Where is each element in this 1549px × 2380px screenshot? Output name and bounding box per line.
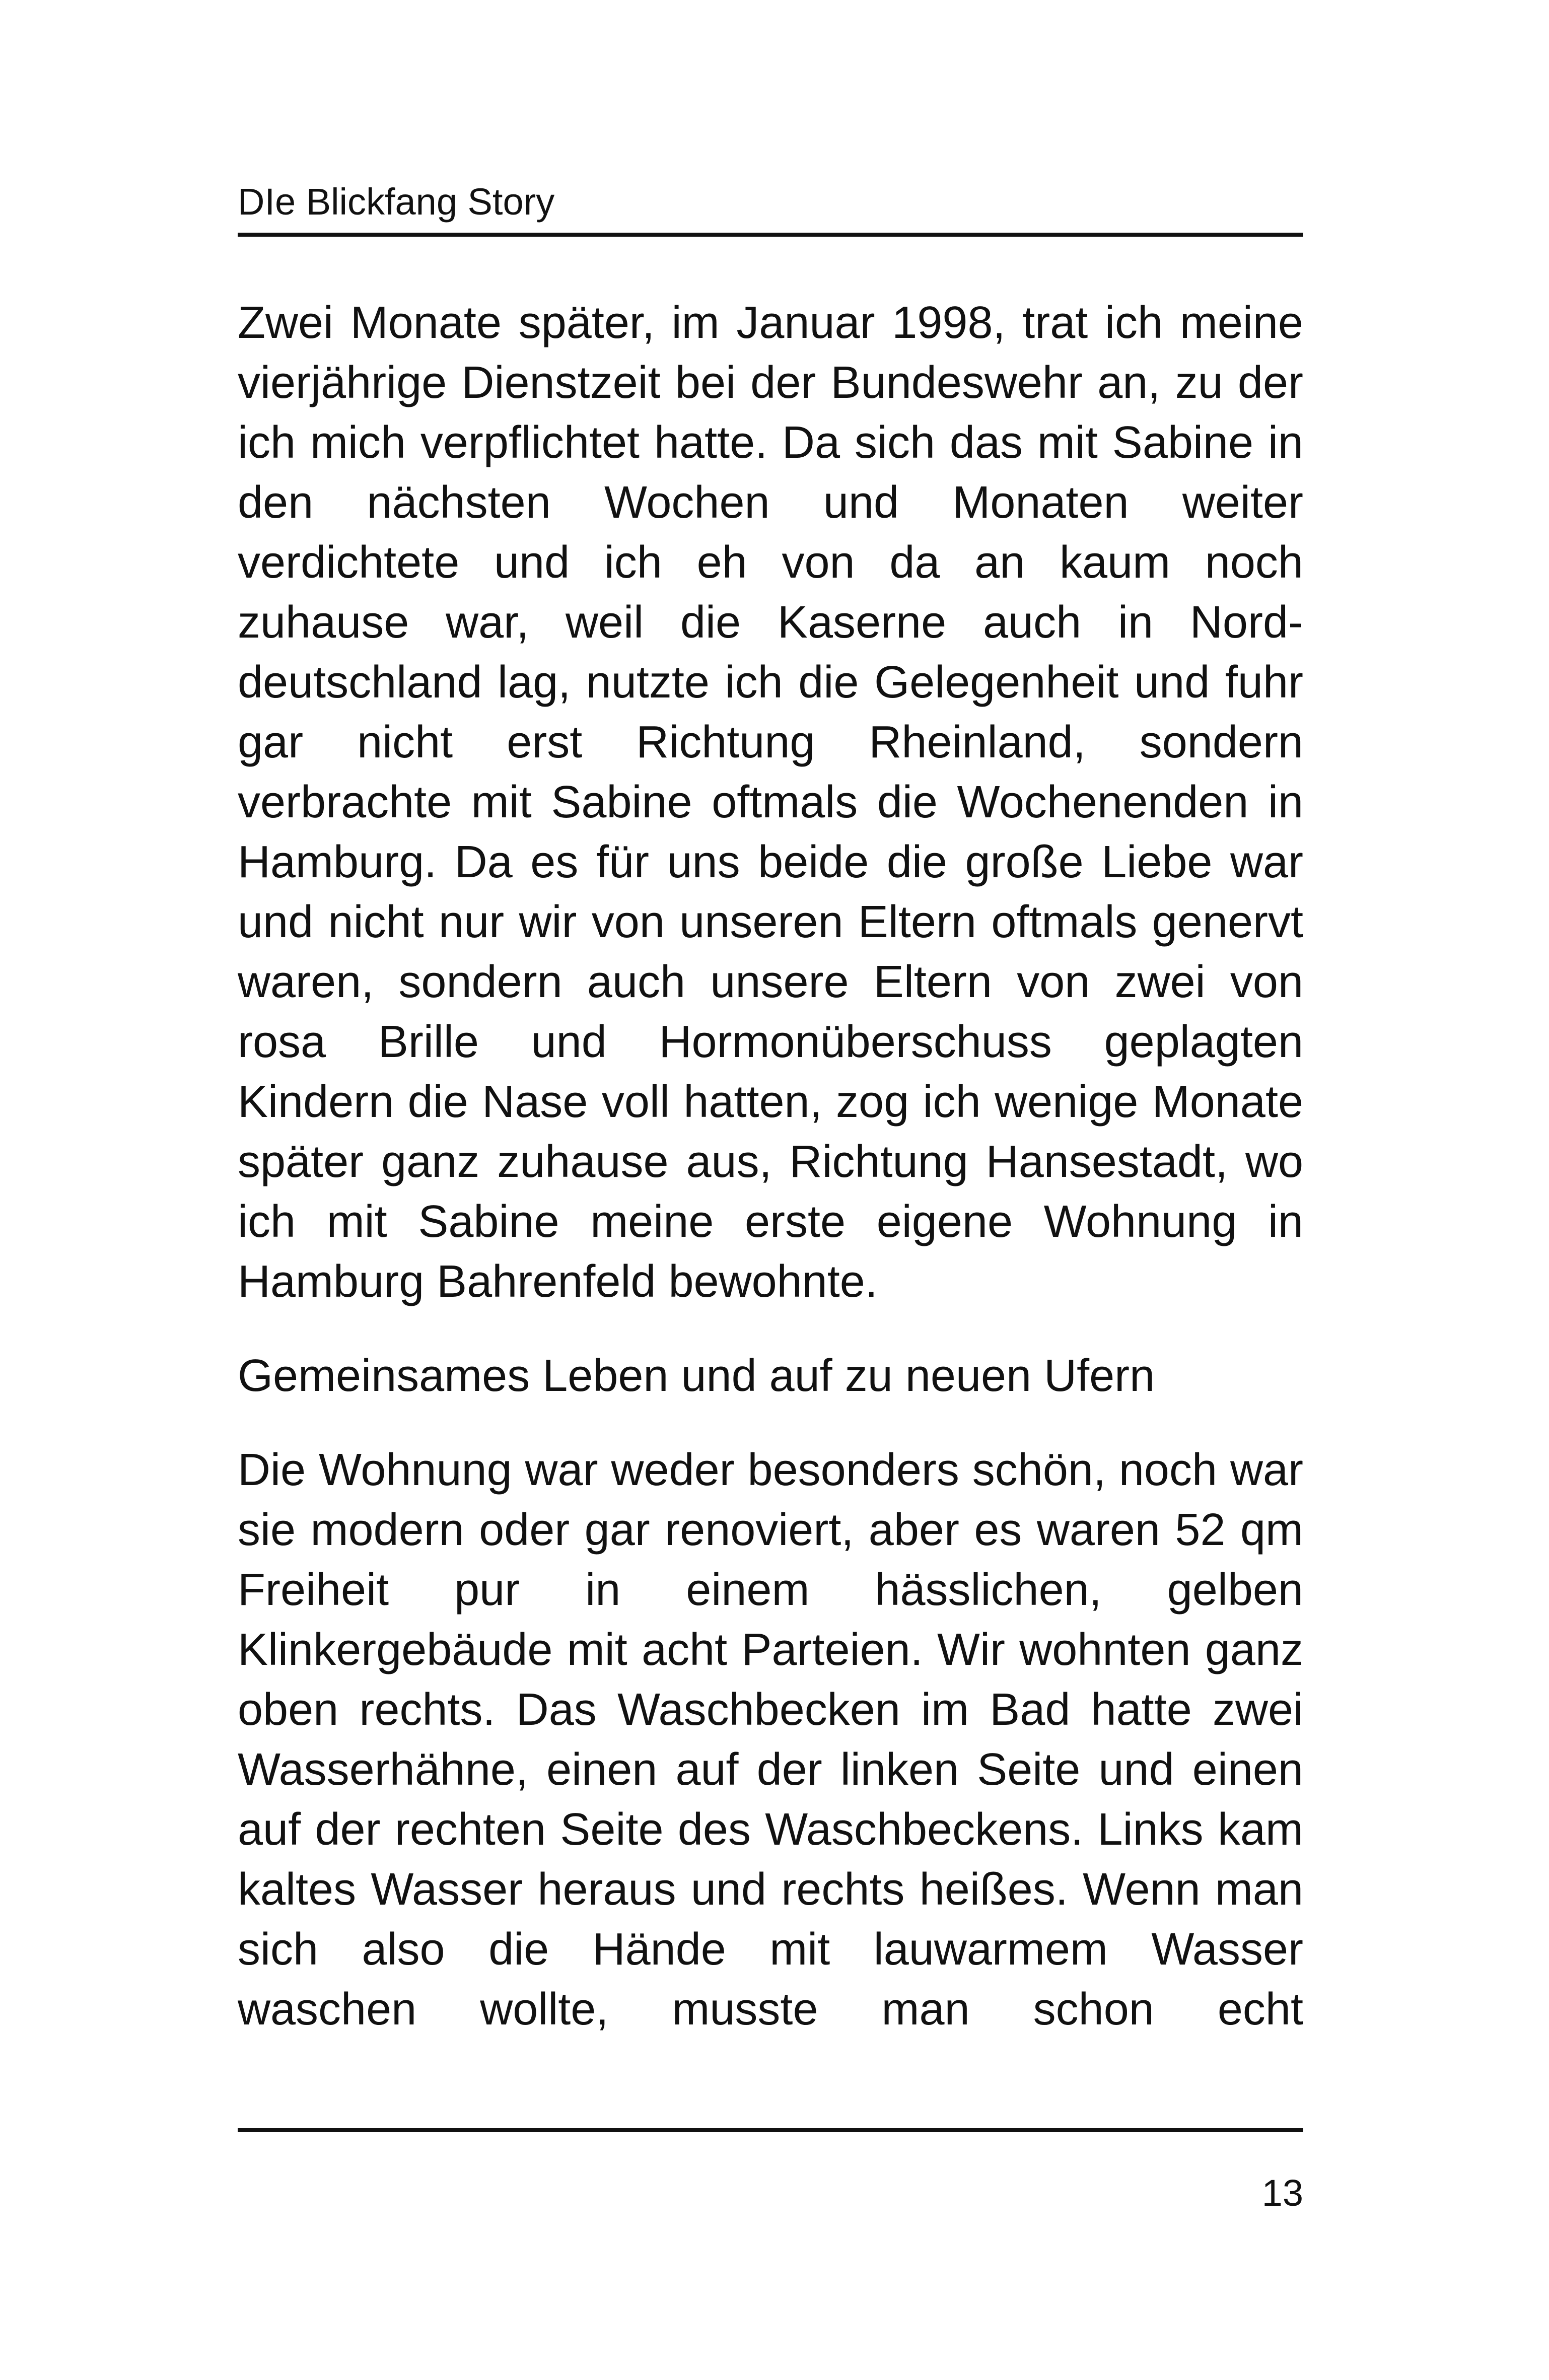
body-text [238,293,1303,2040]
page-number: 13 [1261,2172,1303,2214]
paragraph: Die Wohnung war weder besonders schön, noch war sie modern oder gar renoviert, aber es waren 52 qm Freiheit pur in einem hässlichen, gelben Klinkergebäude mit acht Parteien. Wir wohnten ganz oben rechts. Das Waschbecken im Bad hatte zwei Wasserhähne, einen auf der linken Seite und einen auf der rechten Seite des Waschbeckens. Links kam kaltes Wasser heraus und rechts heißes. Wenn man sich also die Hände mit lauwarmem Wasser waschen wollte, musste man schon echt [238,1445,1303,2035]
running-header: DIe Blickfang Story [238,181,555,223]
header-rule [238,233,1303,237]
paragraph: Zwei Monate später, im Januar 1998, trat ich meine vierjährige Dienstzeit bei der Bundeswehr an, zu der ich mich verpflichtet hatte. Da sich das mit Sabine in den nächsten Wochen und Monaten weiter verdichtete und ich eh von da an kaum noch zuhause war, weil die Kaserne auch in Norddeutschland lag, nutzte ich die Gelegenheit und fuhr gar nicht erst Richtung Rheinland, sondern verbrachte mit Sabine oftmals die Wochenenden in Hamburg. Da es für uns beide die große Liebe war und nicht nur wir von unseren Eltern oftmals genervt waren, sondern auch unsere Eltern von zwei von rosa Brille und Hormonüberschuss geplagten Kindern die Nase voll hatten, zog ich wenige Monate später ganz zuhause aus, Richtung Hansestadt, wo ich mit Sabine meine erste eigene Wohnung in Hamburg Bahrenfeld bewohnte. [238,298,1303,1307]
section-subheading: Gemeinsames Leben und auf zu neuen Ufern [238,1351,1155,1401]
footer-rule [238,2128,1303,2132]
book-page [238,0,1303,2380]
